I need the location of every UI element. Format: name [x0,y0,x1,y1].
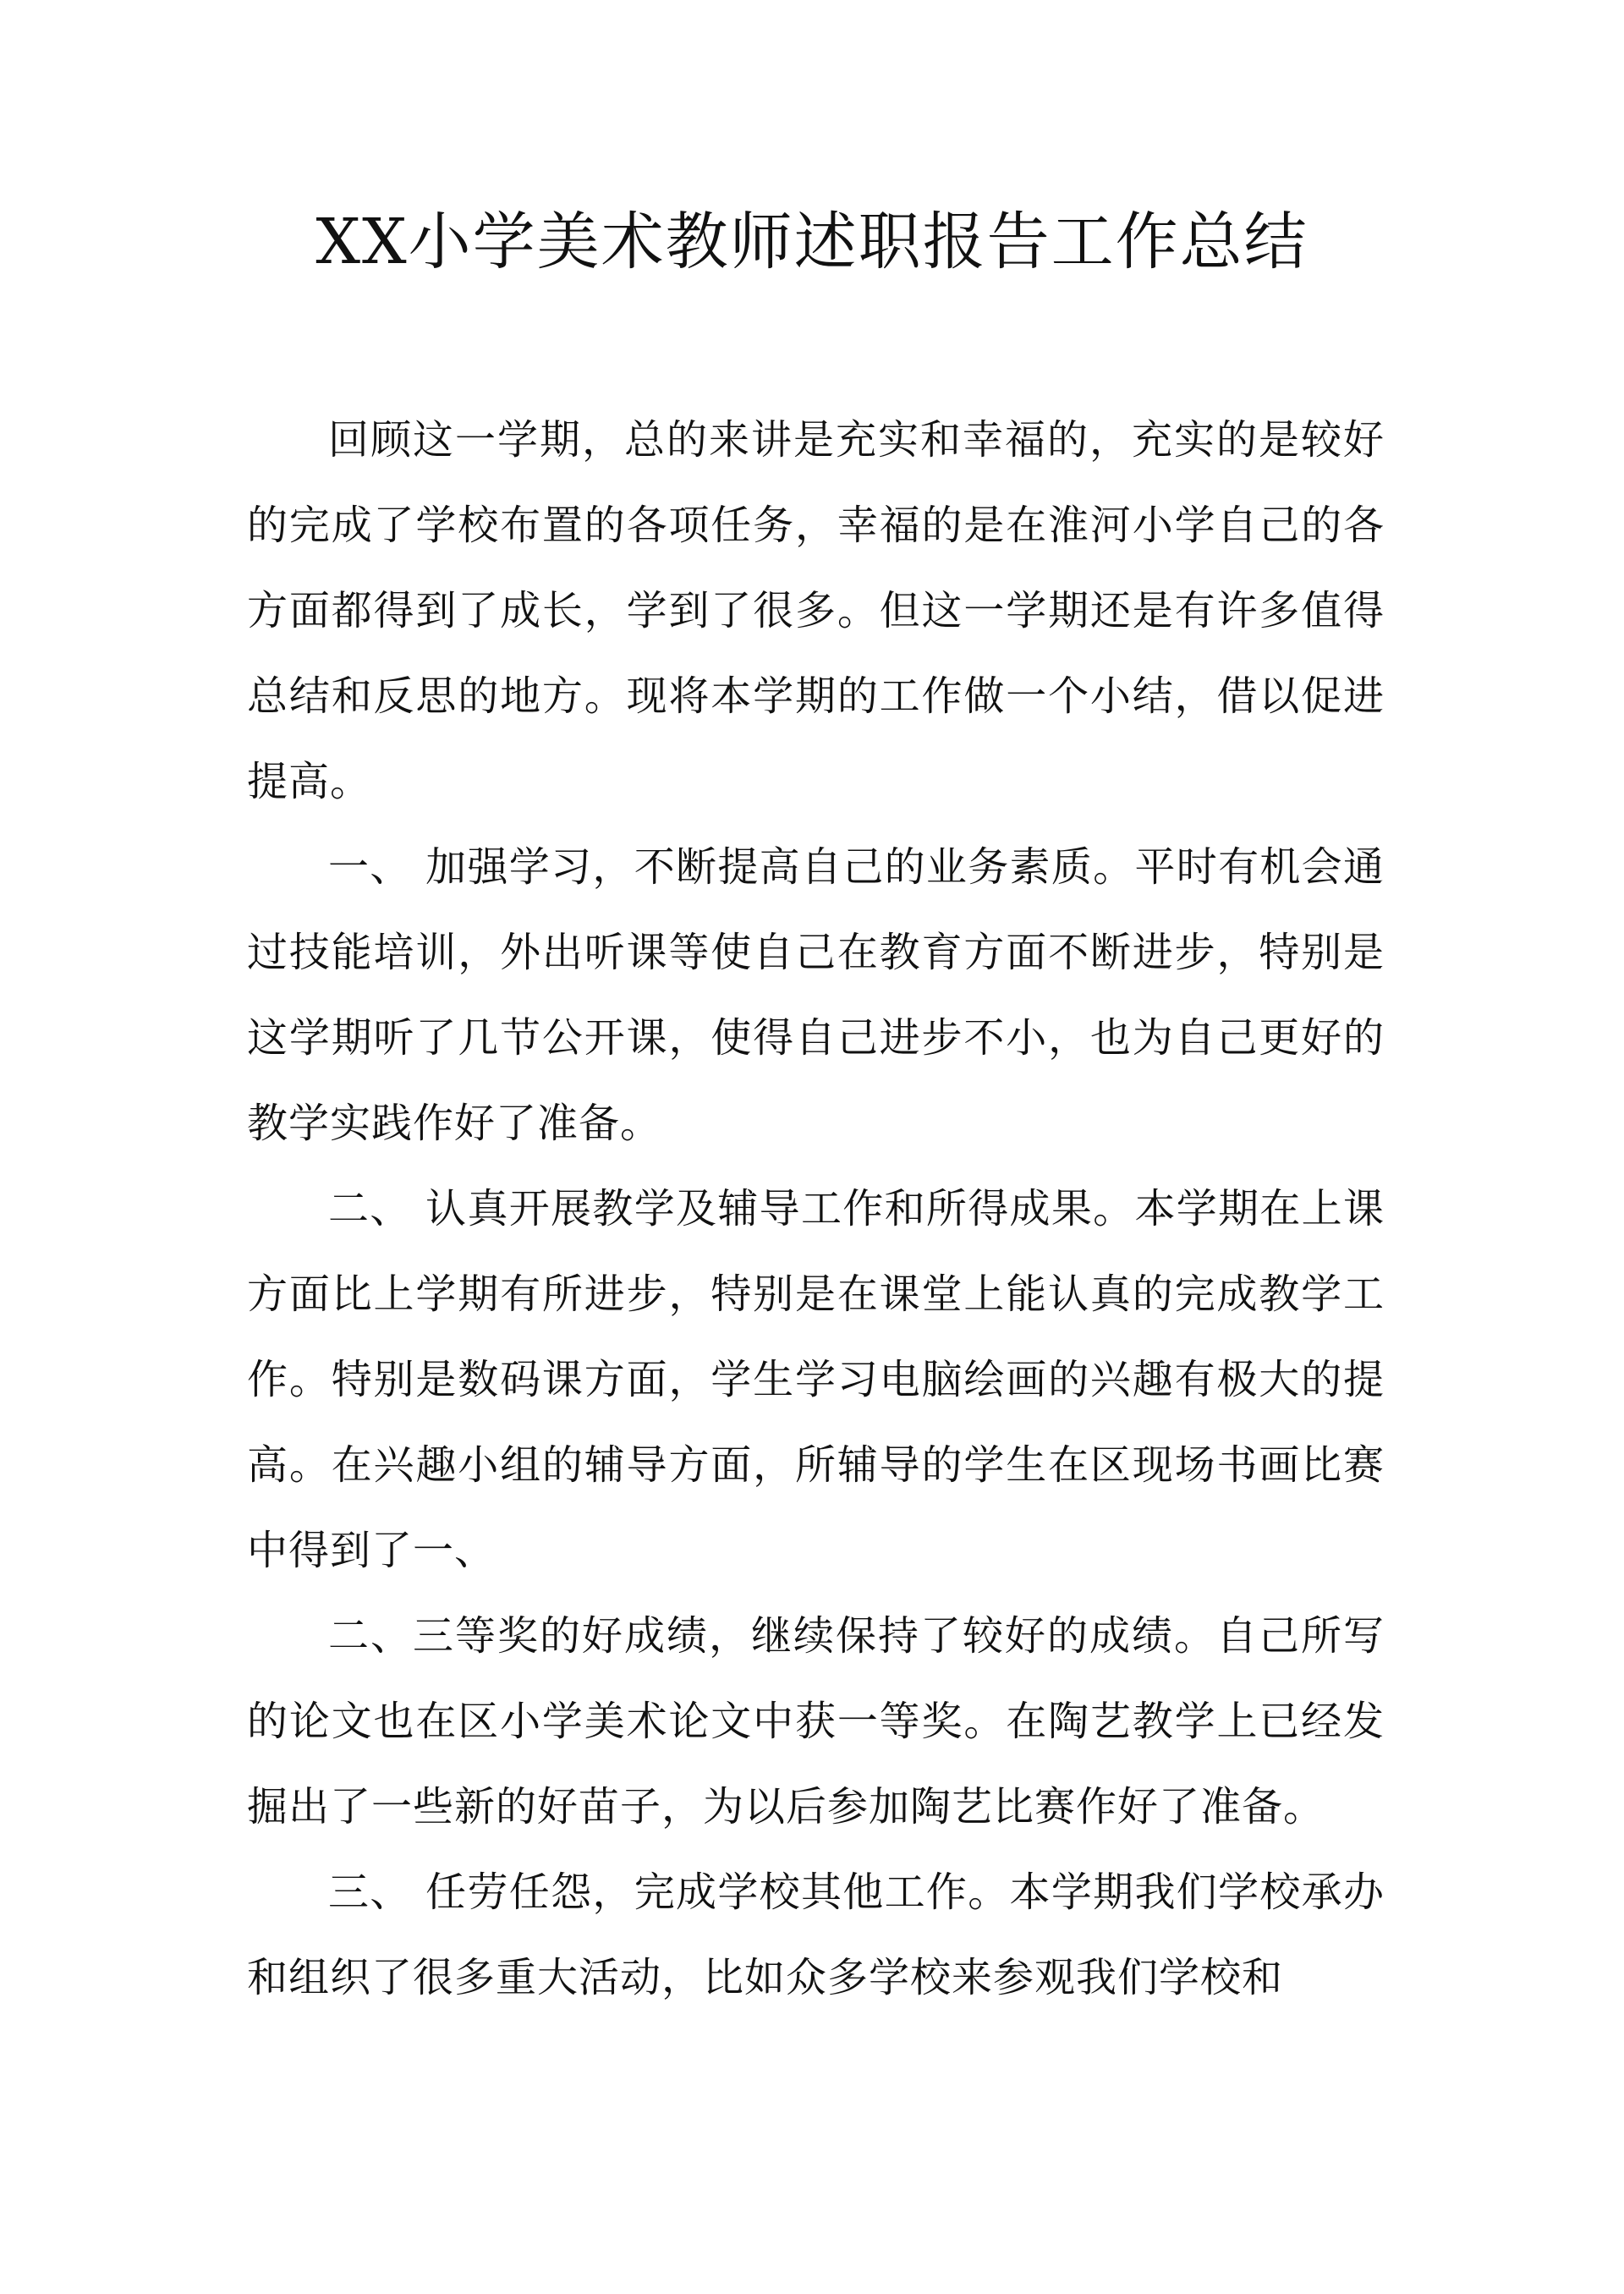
paragraph-section-2-continued: 二、三等奖的好成绩，继续保持了较好的成绩。自己所写的论文也在区小学美术论文中获一等奖。在陶艺教学上已经发掘出了一些新的好苗子，为以后参加陶艺比赛作好了准备。 [247,1612,1385,1830]
document-title: XX小学美术教师述职报告工作总结 [315,206,1309,278]
paragraph-section-3: 三、 任劳任怨，完成学校其他工作。本学期我们学校承办和组织了很多重大活动，比如众多学校来参观我们学校和 [247,1869,1385,2001]
paragraph-intro: 回顾这一学期，总的来讲是充实和幸福的，充实的是较好的完成了学校布置的各项任务，幸福的是在淮河小学自己的各方面都得到了成长，学到了很多。但这一学期还是有许多值得总结和反思的地方。现将本学期的工作做一个小结，借以促进提高。 [247,416,1385,805]
document-body [247,398,1385,2021]
paragraph-section-1: 一、 加强学习，不断提高自己的业务素质。平时有机会通过技能培训，外出听课等使自己在教育方面不断进步，特别是这学期听了几节公开课，使得自己进步不小，也为自己更好的教学实践作好了准备。 [247,843,1385,1147]
paragraph-section-2: 二、 认真开展教学及辅导工作和所得成果。本学期在上课方面比上学期有所进步，特别是在课堂上能认真的完成教学工作。特别是数码课方面，学生学习电脑绘画的兴趣有极大的提高。在兴趣小组的辅导方面，所辅导的学生在区现场书画比赛中得到了一、 [247,1185,1385,1574]
